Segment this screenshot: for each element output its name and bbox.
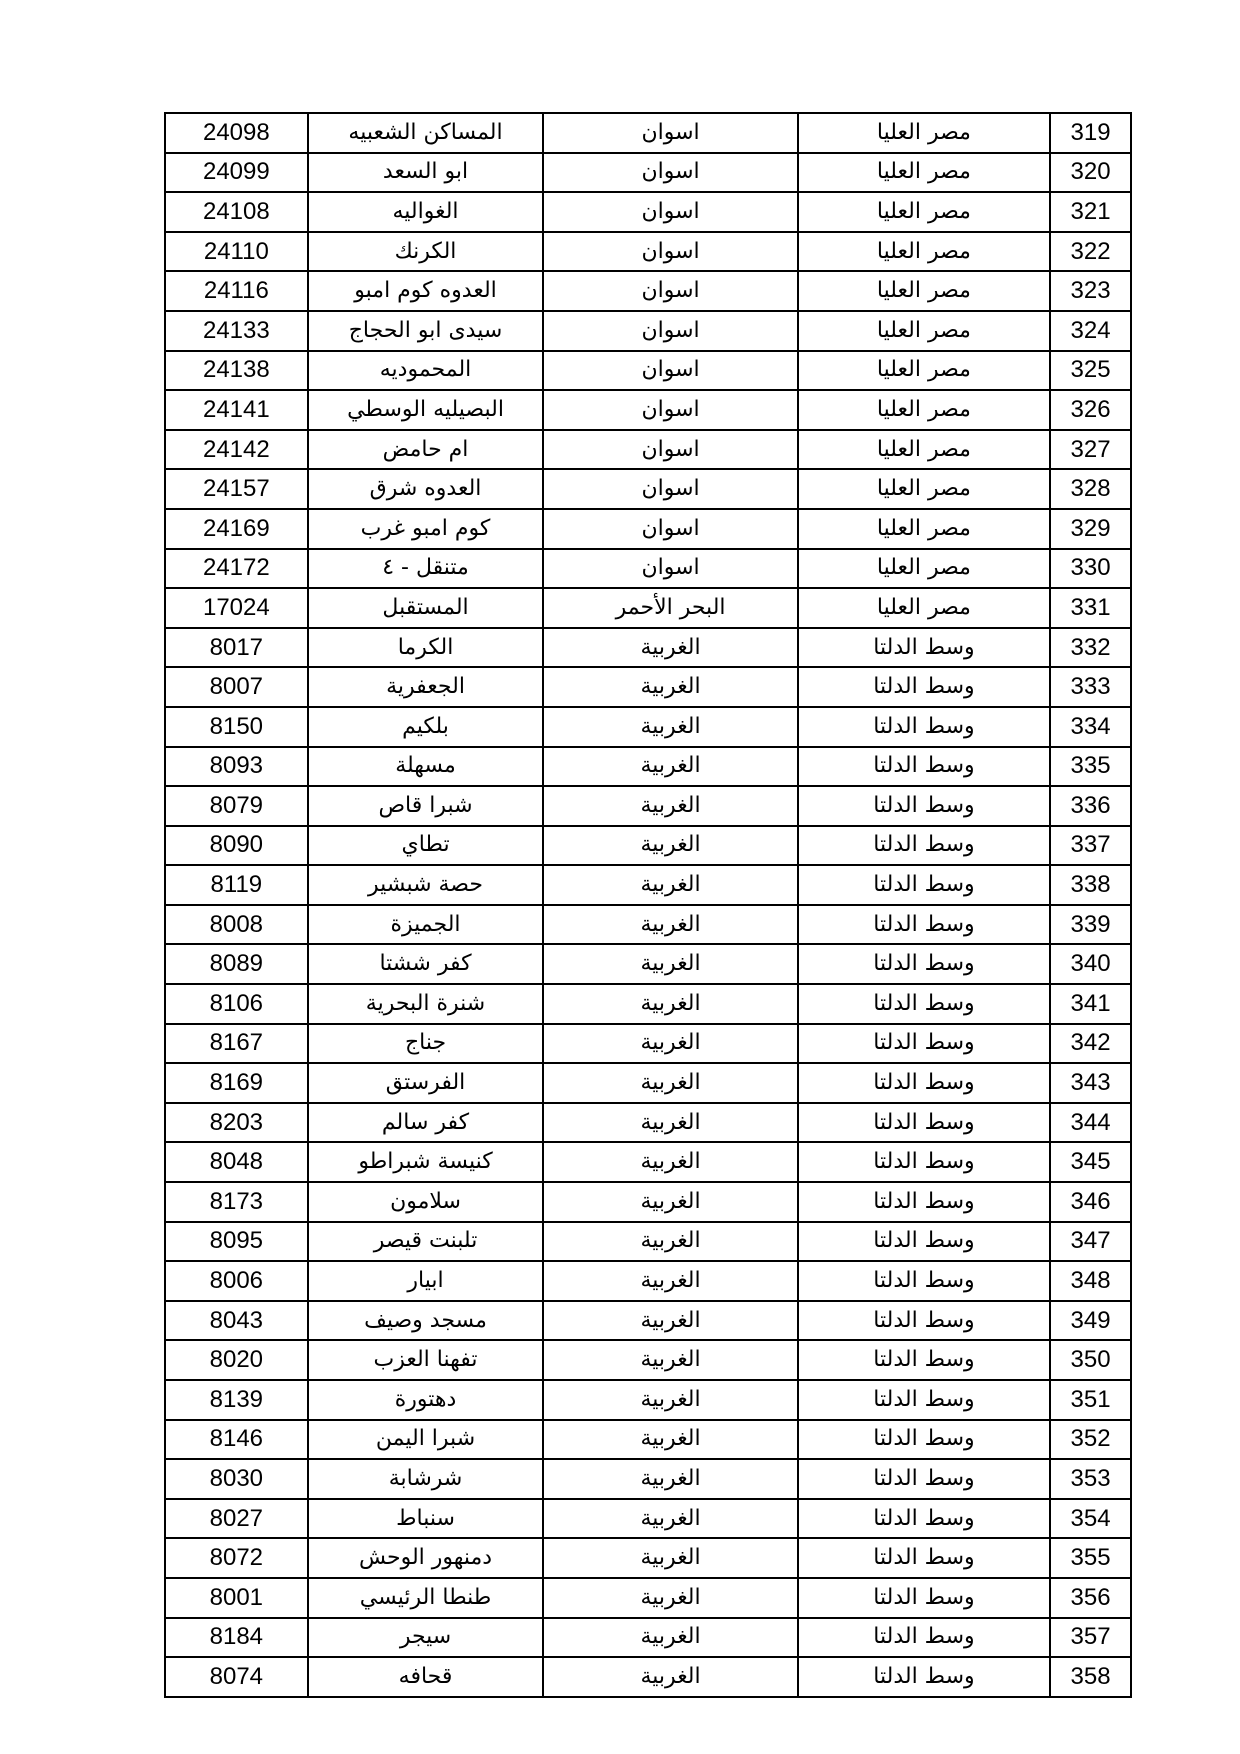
code-cell: 8173 — [165, 1182, 308, 1222]
region-cell: مصر العليا — [798, 549, 1050, 589]
branch-name-cell: ام حامض — [308, 430, 544, 470]
branch-name-cell: البصيليه الوسطي — [308, 390, 544, 430]
region-cell: وسط الدلتا — [798, 786, 1050, 826]
index-cell: 348 — [1050, 1261, 1131, 1301]
index-cell: 336 — [1050, 786, 1131, 826]
table-row — [165, 1103, 1131, 1143]
code-cell: 8150 — [165, 707, 308, 747]
table-row — [165, 1340, 1131, 1380]
region-cell: وسط الدلتا — [798, 1578, 1050, 1618]
region-cell: مصر العليا — [798, 390, 1050, 430]
index-cell: 339 — [1050, 905, 1131, 945]
index-cell: 345 — [1050, 1142, 1131, 1182]
region-cell: وسط الدلتا — [798, 1380, 1050, 1420]
table-row — [165, 1618, 1131, 1658]
code-cell: 8106 — [165, 984, 308, 1024]
table-row — [165, 1657, 1131, 1697]
branch-name-cell: حصة شبشير — [308, 865, 544, 905]
branch-name-cell: سيجر — [308, 1618, 544, 1658]
code-cell: 8079 — [165, 786, 308, 826]
governorate-cell: الغربية — [543, 707, 797, 747]
table-row — [165, 786, 1131, 826]
code-cell: 24116 — [165, 271, 308, 311]
code-cell: 8139 — [165, 1380, 308, 1420]
branch-name-cell: شنرة البحرية — [308, 984, 544, 1024]
region-cell: وسط الدلتا — [798, 1538, 1050, 1578]
branch-name-cell: بلكيم — [308, 707, 544, 747]
region-cell: وسط الدلتا — [798, 865, 1050, 905]
index-cell: 349 — [1050, 1301, 1131, 1341]
governorate-cell: اسوان — [543, 153, 797, 193]
region-cell: وسط الدلتا — [798, 1063, 1050, 1103]
index-cell: 342 — [1050, 1024, 1131, 1064]
governorate-cell: اسوان — [543, 390, 797, 430]
code-cell: 8169 — [165, 1063, 308, 1103]
region-cell: وسط الدلتا — [798, 1459, 1050, 1499]
table-row — [165, 430, 1131, 470]
table-row — [165, 311, 1131, 351]
region-cell: مصر العليا — [798, 588, 1050, 628]
branch-name-cell: الغواليه — [308, 192, 544, 232]
table-row — [165, 469, 1131, 509]
branch-name-cell: كوم امبو غرب — [308, 509, 544, 549]
governorate-cell: الغربية — [543, 1420, 797, 1460]
governorate-cell: الغربية — [543, 1142, 797, 1182]
branch-name-cell: الجعفرية — [308, 667, 544, 707]
region-cell: وسط الدلتا — [798, 1420, 1050, 1460]
region-cell: وسط الدلتا — [798, 628, 1050, 668]
governorate-cell: اسوان — [543, 113, 797, 153]
governorate-cell: الغربية — [543, 1222, 797, 1262]
branch-name-cell: المحموديه — [308, 351, 544, 391]
index-cell: 320 — [1050, 153, 1131, 193]
code-cell: 8203 — [165, 1103, 308, 1143]
governorate-cell: اسوان — [543, 271, 797, 311]
branch-name-cell: الجميزة — [308, 905, 544, 945]
region-cell: مصر العليا — [798, 469, 1050, 509]
code-cell: 8043 — [165, 1301, 308, 1341]
governorate-cell: الغربية — [543, 1499, 797, 1539]
governorate-cell: البحر الأحمر — [543, 588, 797, 628]
governorate-cell: اسوان — [543, 232, 797, 272]
governorate-cell: الغربية — [543, 1578, 797, 1618]
region-cell: وسط الدلتا — [798, 1222, 1050, 1262]
region-cell: وسط الدلتا — [798, 1657, 1050, 1697]
branch-name-cell: المساكن الشعبيه — [308, 113, 544, 153]
governorate-cell: الغربية — [543, 1380, 797, 1420]
code-cell: 24172 — [165, 549, 308, 589]
governorate-cell: الغربية — [543, 1301, 797, 1341]
table-row — [165, 1301, 1131, 1341]
branch-name-cell: الكرنك — [308, 232, 544, 272]
governorate-cell: الغربية — [543, 905, 797, 945]
code-cell: 24098 — [165, 113, 308, 153]
table-row — [165, 628, 1131, 668]
table-row — [165, 588, 1131, 628]
table-row — [165, 271, 1131, 311]
table-row — [165, 390, 1131, 430]
code-cell: 8020 — [165, 1340, 308, 1380]
branch-name-cell: شبرا اليمن — [308, 1420, 544, 1460]
index-cell: 352 — [1050, 1420, 1131, 1460]
table-row — [165, 1538, 1131, 1578]
table-row — [165, 1499, 1131, 1539]
code-cell: 24133 — [165, 311, 308, 351]
index-cell: 324 — [1050, 311, 1131, 351]
table-row — [165, 944, 1131, 984]
index-cell: 331 — [1050, 588, 1131, 628]
governorate-cell: الغربية — [543, 628, 797, 668]
index-cell: 344 — [1050, 1103, 1131, 1143]
index-cell: 335 — [1050, 747, 1131, 787]
governorate-cell: الغربية — [543, 984, 797, 1024]
governorate-cell: الغربية — [543, 667, 797, 707]
branch-name-cell: سيدى ابو الحجاج — [308, 311, 544, 351]
table-row — [165, 232, 1131, 272]
governorate-cell: الغربية — [543, 1024, 797, 1064]
index-cell: 332 — [1050, 628, 1131, 668]
region-cell: وسط الدلتا — [798, 1103, 1050, 1143]
index-cell: 346 — [1050, 1182, 1131, 1222]
code-cell: 24099 — [165, 153, 308, 193]
region-cell: وسط الدلتا — [798, 826, 1050, 866]
code-cell: 24138 — [165, 351, 308, 391]
branches-table — [164, 112, 1132, 1698]
branch-name-cell: الفرستق — [308, 1063, 544, 1103]
index-cell: 354 — [1050, 1499, 1131, 1539]
table-row — [165, 826, 1131, 866]
region-cell: مصر العليا — [798, 192, 1050, 232]
index-cell: 322 — [1050, 232, 1131, 272]
index-cell: 341 — [1050, 984, 1131, 1024]
governorate-cell: اسوان — [543, 469, 797, 509]
branch-name-cell: دمنهور الوحش — [308, 1538, 544, 1578]
region-cell: وسط الدلتا — [798, 1024, 1050, 1064]
table-row — [165, 905, 1131, 945]
region-cell: مصر العليا — [798, 232, 1050, 272]
branch-name-cell: شبرا قاص — [308, 786, 544, 826]
table-row — [165, 1222, 1131, 1262]
branch-name-cell: تطاي — [308, 826, 544, 866]
index-cell: 321 — [1050, 192, 1131, 232]
code-cell: 8119 — [165, 865, 308, 905]
region-cell: وسط الدلتا — [798, 984, 1050, 1024]
governorate-cell: اسوان — [543, 430, 797, 470]
branch-name-cell: تفهنا العزب — [308, 1340, 544, 1380]
table-row — [165, 1142, 1131, 1182]
governorate-cell: الغربية — [543, 786, 797, 826]
branch-name-cell: شرشابة — [308, 1459, 544, 1499]
table-row — [165, 1420, 1131, 1460]
code-cell: 17024 — [165, 588, 308, 628]
code-cell: 8007 — [165, 667, 308, 707]
index-cell: 338 — [1050, 865, 1131, 905]
branch-name-cell: كفر سالم — [308, 1103, 544, 1143]
index-cell: 358 — [1050, 1657, 1131, 1697]
code-cell: 8048 — [165, 1142, 308, 1182]
region-cell: وسط الدلتا — [798, 944, 1050, 984]
table-row — [165, 1578, 1131, 1618]
branch-name-cell: ابو السعد — [308, 153, 544, 193]
code-cell: 24108 — [165, 192, 308, 232]
governorate-cell: الغربية — [543, 747, 797, 787]
region-cell: وسط الدلتا — [798, 1301, 1050, 1341]
branch-name-cell: الكرما — [308, 628, 544, 668]
index-cell: 347 — [1050, 1222, 1131, 1262]
index-cell: 355 — [1050, 1538, 1131, 1578]
region-cell: وسط الدلتا — [798, 747, 1050, 787]
code-cell: 8167 — [165, 1024, 308, 1064]
region-cell: مصر العليا — [798, 153, 1050, 193]
governorate-cell: الغربية — [543, 944, 797, 984]
governorate-cell: الغربية — [543, 826, 797, 866]
branch-name-cell: المستقبل — [308, 588, 544, 628]
index-cell: 326 — [1050, 390, 1131, 430]
table-row — [165, 549, 1131, 589]
governorate-cell: الغربية — [543, 1261, 797, 1301]
table-row — [165, 1024, 1131, 1064]
code-cell: 8072 — [165, 1538, 308, 1578]
index-cell: 337 — [1050, 826, 1131, 866]
code-cell: 8017 — [165, 628, 308, 668]
branch-name-cell: قحافه — [308, 1657, 544, 1697]
governorate-cell: اسوان — [543, 509, 797, 549]
code-cell: 24141 — [165, 390, 308, 430]
index-cell: 334 — [1050, 707, 1131, 747]
branch-name-cell: سلامون — [308, 1182, 544, 1222]
code-cell: 8001 — [165, 1578, 308, 1618]
code-cell: 8089 — [165, 944, 308, 984]
code-cell: 24169 — [165, 509, 308, 549]
index-cell: 350 — [1050, 1340, 1131, 1380]
branch-name-cell: مسجد وصيف — [308, 1301, 544, 1341]
branch-name-cell: جناج — [308, 1024, 544, 1064]
table-row — [165, 153, 1131, 193]
code-cell: 8093 — [165, 747, 308, 787]
index-cell: 329 — [1050, 509, 1131, 549]
branch-name-cell: تلبنت قيصر — [308, 1222, 544, 1262]
branch-name-cell: متنقل - ٤ — [308, 549, 544, 589]
table-body — [165, 113, 1131, 1697]
region-cell: وسط الدلتا — [798, 707, 1050, 747]
table-row — [165, 865, 1131, 905]
code-cell: 24110 — [165, 232, 308, 272]
governorate-cell: الغربية — [543, 1618, 797, 1658]
region-cell: وسط الدلتا — [798, 1499, 1050, 1539]
table-row — [165, 1261, 1131, 1301]
governorate-cell: اسوان — [543, 549, 797, 589]
branch-name-cell: كفر ششتا — [308, 944, 544, 984]
code-cell: 8095 — [165, 1222, 308, 1262]
table-row — [165, 747, 1131, 787]
governorate-cell: اسوان — [543, 311, 797, 351]
table-row — [165, 1380, 1131, 1420]
code-cell: 24142 — [165, 430, 308, 470]
governorate-cell: الغربية — [543, 1340, 797, 1380]
index-cell: 351 — [1050, 1380, 1131, 1420]
governorate-cell: الغربية — [543, 1103, 797, 1143]
region-cell: وسط الدلتا — [798, 1142, 1050, 1182]
index-cell: 325 — [1050, 351, 1131, 391]
table-row — [165, 667, 1131, 707]
governorate-cell: الغربية — [543, 1063, 797, 1103]
branch-name-cell: مسهلة — [308, 747, 544, 787]
index-cell: 340 — [1050, 944, 1131, 984]
governorate-cell: الغربية — [543, 865, 797, 905]
branch-name-cell: كنيسة شبراطو — [308, 1142, 544, 1182]
table-row — [165, 113, 1131, 153]
index-cell: 356 — [1050, 1578, 1131, 1618]
region-cell: مصر العليا — [798, 351, 1050, 391]
governorate-cell: اسوان — [543, 351, 797, 391]
region-cell: وسط الدلتا — [798, 1618, 1050, 1658]
code-cell: 8090 — [165, 826, 308, 866]
index-cell: 333 — [1050, 667, 1131, 707]
index-cell: 357 — [1050, 1618, 1131, 1658]
branch-name-cell: ابيار — [308, 1261, 544, 1301]
branch-name-cell: سنباط — [308, 1499, 544, 1539]
region-cell: مصر العليا — [798, 311, 1050, 351]
code-cell: 8184 — [165, 1618, 308, 1658]
table-row — [165, 984, 1131, 1024]
region-cell: وسط الدلتا — [798, 1182, 1050, 1222]
region-cell: وسط الدلتا — [798, 667, 1050, 707]
branch-name-cell: دهتورة — [308, 1380, 544, 1420]
code-cell: 8008 — [165, 905, 308, 945]
region-cell: وسط الدلتا — [798, 905, 1050, 945]
table-row — [165, 1063, 1131, 1103]
index-cell: 327 — [1050, 430, 1131, 470]
governorate-cell: اسوان — [543, 192, 797, 232]
governorate-cell: الغربية — [543, 1657, 797, 1697]
region-cell: وسط الدلتا — [798, 1261, 1050, 1301]
index-cell: 319 — [1050, 113, 1131, 153]
index-cell: 330 — [1050, 549, 1131, 589]
region-cell: مصر العليا — [798, 113, 1050, 153]
index-cell: 343 — [1050, 1063, 1131, 1103]
index-cell: 353 — [1050, 1459, 1131, 1499]
governorate-cell: الغربية — [543, 1538, 797, 1578]
table-row — [165, 1182, 1131, 1222]
table-row — [165, 1459, 1131, 1499]
index-cell: 323 — [1050, 271, 1131, 311]
code-cell: 8006 — [165, 1261, 308, 1301]
table-row — [165, 351, 1131, 391]
region-cell: مصر العليا — [798, 271, 1050, 311]
branch-name-cell: العدوه شرق — [308, 469, 544, 509]
table-row — [165, 707, 1131, 747]
governorate-cell: الغربية — [543, 1182, 797, 1222]
code-cell: 8030 — [165, 1459, 308, 1499]
region-cell: مصر العليا — [798, 430, 1050, 470]
governorate-cell: الغربية — [543, 1459, 797, 1499]
code-cell: 24157 — [165, 469, 308, 509]
branch-name-cell: طنطا الرئيسي — [308, 1578, 544, 1618]
table-row — [165, 509, 1131, 549]
code-cell: 8027 — [165, 1499, 308, 1539]
index-cell: 328 — [1050, 469, 1131, 509]
code-cell: 8074 — [165, 1657, 308, 1697]
region-cell: وسط الدلتا — [798, 1340, 1050, 1380]
branch-name-cell: العدوه كوم امبو — [308, 271, 544, 311]
table-row — [165, 192, 1131, 232]
code-cell: 8146 — [165, 1420, 308, 1460]
region-cell: مصر العليا — [798, 509, 1050, 549]
